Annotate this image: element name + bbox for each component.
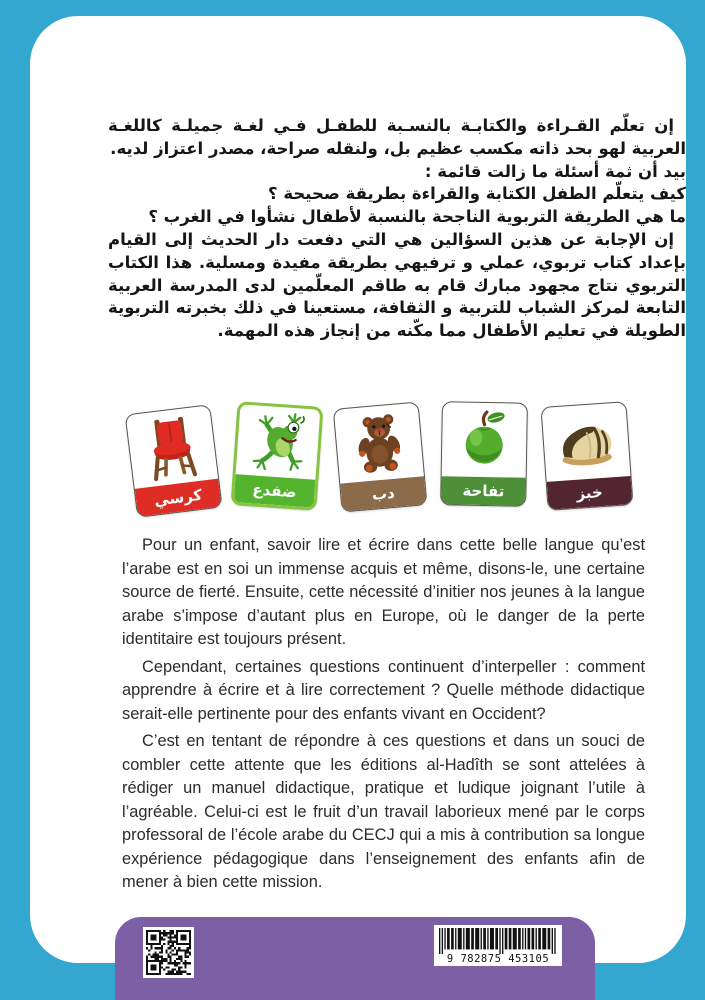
isbn-number: 9 782875 453105 <box>446 953 550 965</box>
flashcard-label: دب <box>340 476 426 511</box>
arabic-paragraph: إن تعلّم القـراءة والكتابـة بالنسـبة للطفـل فـي لغـة جميلـة كاللغـة العربية لهو بحد ذاته مكسب عظيم بل، ولنقله صراحة، مصدر اعتزاز لديه. <box>108 116 686 158</box>
flashcard-label: تفاحة <box>441 476 525 505</box>
footer-bar <box>115 917 595 1000</box>
barcode <box>434 925 562 966</box>
cover-white-panel <box>30 16 686 963</box>
chair-illustration <box>126 405 218 489</box>
french-paragraph: Pour un enfant, savoir lire et écrire dans cette belle langue qu’est l’arabe est en soi un immense acquis et même, disons-le, une certaine source de fierté. Ensuite, cette nécessité d’initier nos jeunes à la langue arabe s’impose d’autant plus en Europe, où le danger de la perte identitaire est toujours présent. <box>122 536 645 648</box>
flashcard-label: خبز <box>547 476 633 510</box>
bear-illustration <box>334 403 424 484</box>
frog-illustration <box>235 404 320 479</box>
flashcard-bear <box>333 401 428 512</box>
apple-illustration <box>441 402 526 477</box>
flashcard-frog <box>230 401 323 511</box>
french-paragraph: C’est en tentant de répondre à ces questions et dans un souci de combler cette attente que les éditions al-Hadîth se sont attelées à rédiger un manuel didactique, pratique et ludique joignant l’utile à l’agréable. Celui-ci est le fruit d’un travail laborieux mené par le corps professoral de l’école arabe du CECJ qui a mis à contribution sa longue expérience pédagogique dans l’enseignement des enfants afin de mener à bien cette mission. <box>122 732 645 891</box>
arabic-paragraph: بيد أن ثمة أسئلة ما زالت قائمة : <box>424 161 686 181</box>
arabic-paragraph: إن الإجابة عن هذين السؤالين هي التي دفعت دار الحديث إلى القيام بإعداد كتاب تربوي، عملي و ترفيهي بطريقة مفيدة ومسلية. هذا الكتاب التربوي نتاج مجهود مبارك قام به طاقم المعلّمين لدى المدرسة العربية التابعة لمركز الشباب للتربية و الثقافة، مستعينا في ذلك بخبرته التربوية الطويلة في تعليم الأطفال مما مكّنه من إنجاز هذه المهمة. <box>108 229 686 341</box>
arabic-intro-text <box>108 115 686 343</box>
arabic-question-line: كيف يتعلّم الطفل الكتابة والقراءة بطريقة صحيحة ؟ <box>268 184 686 204</box>
french-paragraph: Cependant, certaines questions continuent d’interpeller : comment apprendre à écrire et à lire correctement ? Quelle méthode didactique serait-elle pertinente pour des enfants vivant en Occident? <box>122 657 645 723</box>
french-description-text <box>122 534 645 899</box>
arabic-question-line: ما هي الطريقة التربوية الناجحة بالنسبة لأطفال نشأوا في الغرب ؟ <box>148 207 686 227</box>
qr-code <box>143 927 194 978</box>
flashcard-label: كرسي <box>135 479 222 517</box>
qr-code-pattern <box>146 930 191 975</box>
bread-illustration <box>542 402 631 482</box>
flashcard-label: ضفدع <box>233 474 315 508</box>
flashcards-row <box>130 404 630 520</box>
flashcard-bread <box>540 401 633 511</box>
barcode-bars <box>439 928 557 954</box>
flashcard-chair <box>125 404 223 518</box>
flashcard-apple <box>440 401 528 506</box>
